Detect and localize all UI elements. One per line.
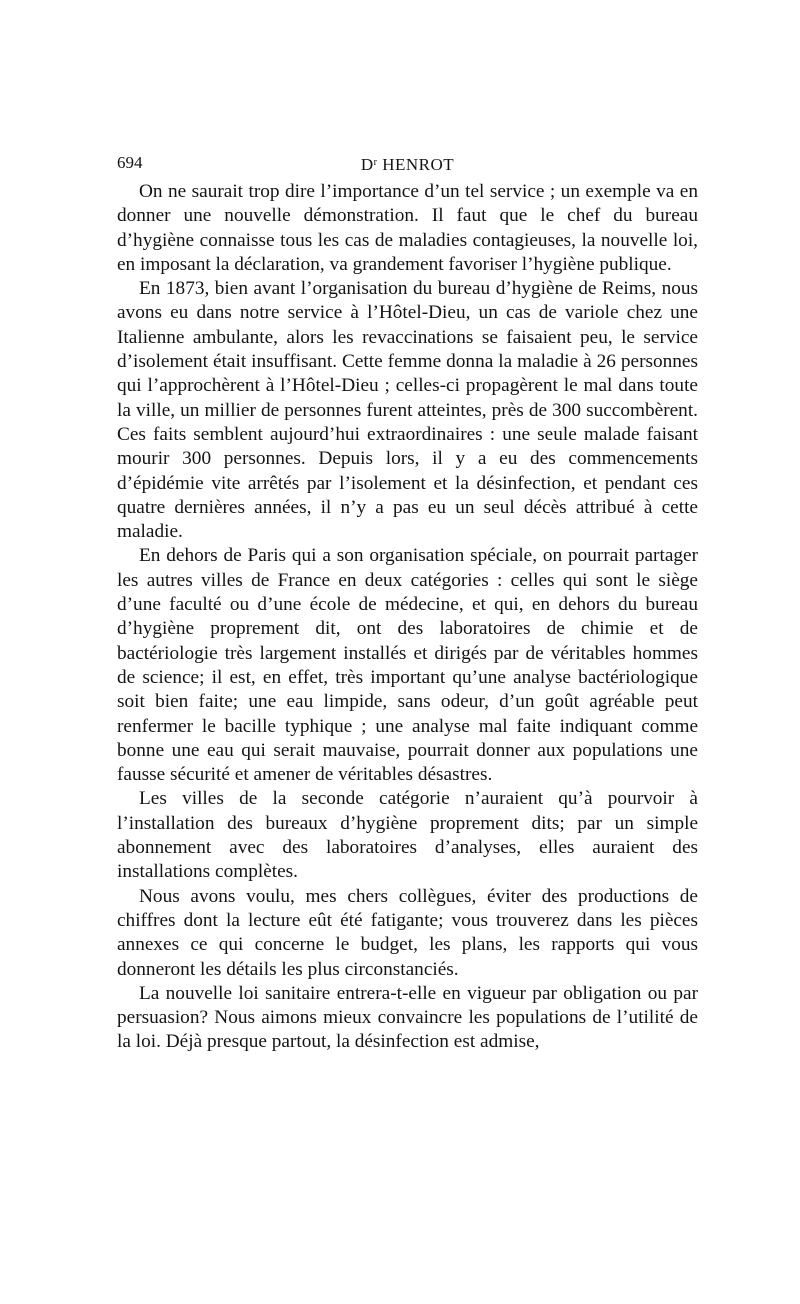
- running-head: [117, 150, 698, 176]
- paragraph: En 1873, bien avant l’organisation du bureau d’hygiène de Reims, nous avons eu dans notre service à l’Hôtel-Dieu, un cas de variole chez une Italienne ambulante, alors les revaccinations se faisaient peu, le service d’isolement était insuffisant. Cette femme donna la maladie à 26 personnes qui l’approchèrent à l’Hôtel-Dieu ; celles-ci propagèrent le mal dans toute la ville, un millier de personnes furent atteintes, près de 300 succombèrent. Ces faits semblent aujourd’hui extraordinaires : une seule malade faisant mourir 300 personnes. Depuis lors, il y a eu des commencements d’épidémie vite arrêtés par l’isolement et la désinfection, et pendant ces quatre dernières années, il n’y a pas eu un seul décès attribué à cette maladie.: [117, 278, 698, 543]
- paragraph: Les villes de la seconde catégorie n’auraient qu’à pourvoir à l’installation des bureaux d’hygiène proprement dits; par un simple abonnement avec des laboratoires d’analyses, elles auraient des installations complètes.: [117, 788, 698, 883]
- header-author: [117, 150, 698, 178]
- book-page: [117, 150, 698, 1055]
- author-sup: r: [373, 157, 378, 168]
- page-number: 694: [117, 153, 143, 172]
- author-prefix: D: [360, 155, 374, 174]
- paragraph: En dehors de Paris qui a son organisation spéciale, on pourrait partager les autres villes de France en deux catégories : celles qui sont le siège d’une faculté ou d’une école de médecine, et qui, en dehors du bureau d’hygiène proprement dit, ont des laboratoires de chimie et de bactériologie très largement installés et dirigés par de véritables hommes de science; il est, en effet, très important qu’une analyse bactériologique soit bien faite; une eau limpide, sans odeur, d’un goût agréable peut renfermer le bacille typhique ; une analyse mal faite indiquant comme bonne une eau qui serait mauvaise, pourrait donner aux populations une fausse sécurité et amener de véritables désastres.: [117, 545, 698, 786]
- paragraph: On ne saurait trop dire l’importance d’un tel service ; un exemple va en donner une nouvelle démonstration. Il faut que le chef du bureau d’hygiène connaisse tous les cas de maladies contagieuses, la nouvelle loi, en imposant la déclaration, va grandement favoriser l’hygiène publique.: [117, 181, 698, 275]
- body-text: [117, 180, 698, 1055]
- author-name: HENROT: [377, 155, 455, 174]
- paragraph: La nouvelle loi sanitaire entrera-t-elle en vigueur par obligation ou par persuasion? Nous aimons mieux convaincre les populations de l’utilité de la loi. Déjà presque partout, la désinfection est admise,: [117, 982, 698, 1053]
- paragraph: Nous avons voulu, mes chers collègues, éviter des productions de chiffres dont la lecture eût été fatigante; vous trouverez dans les pièces annexes ce qui concerne le budget, les plans, les rapports qui vous donneront les détails les plus circonstanciés.: [117, 885, 698, 980]
